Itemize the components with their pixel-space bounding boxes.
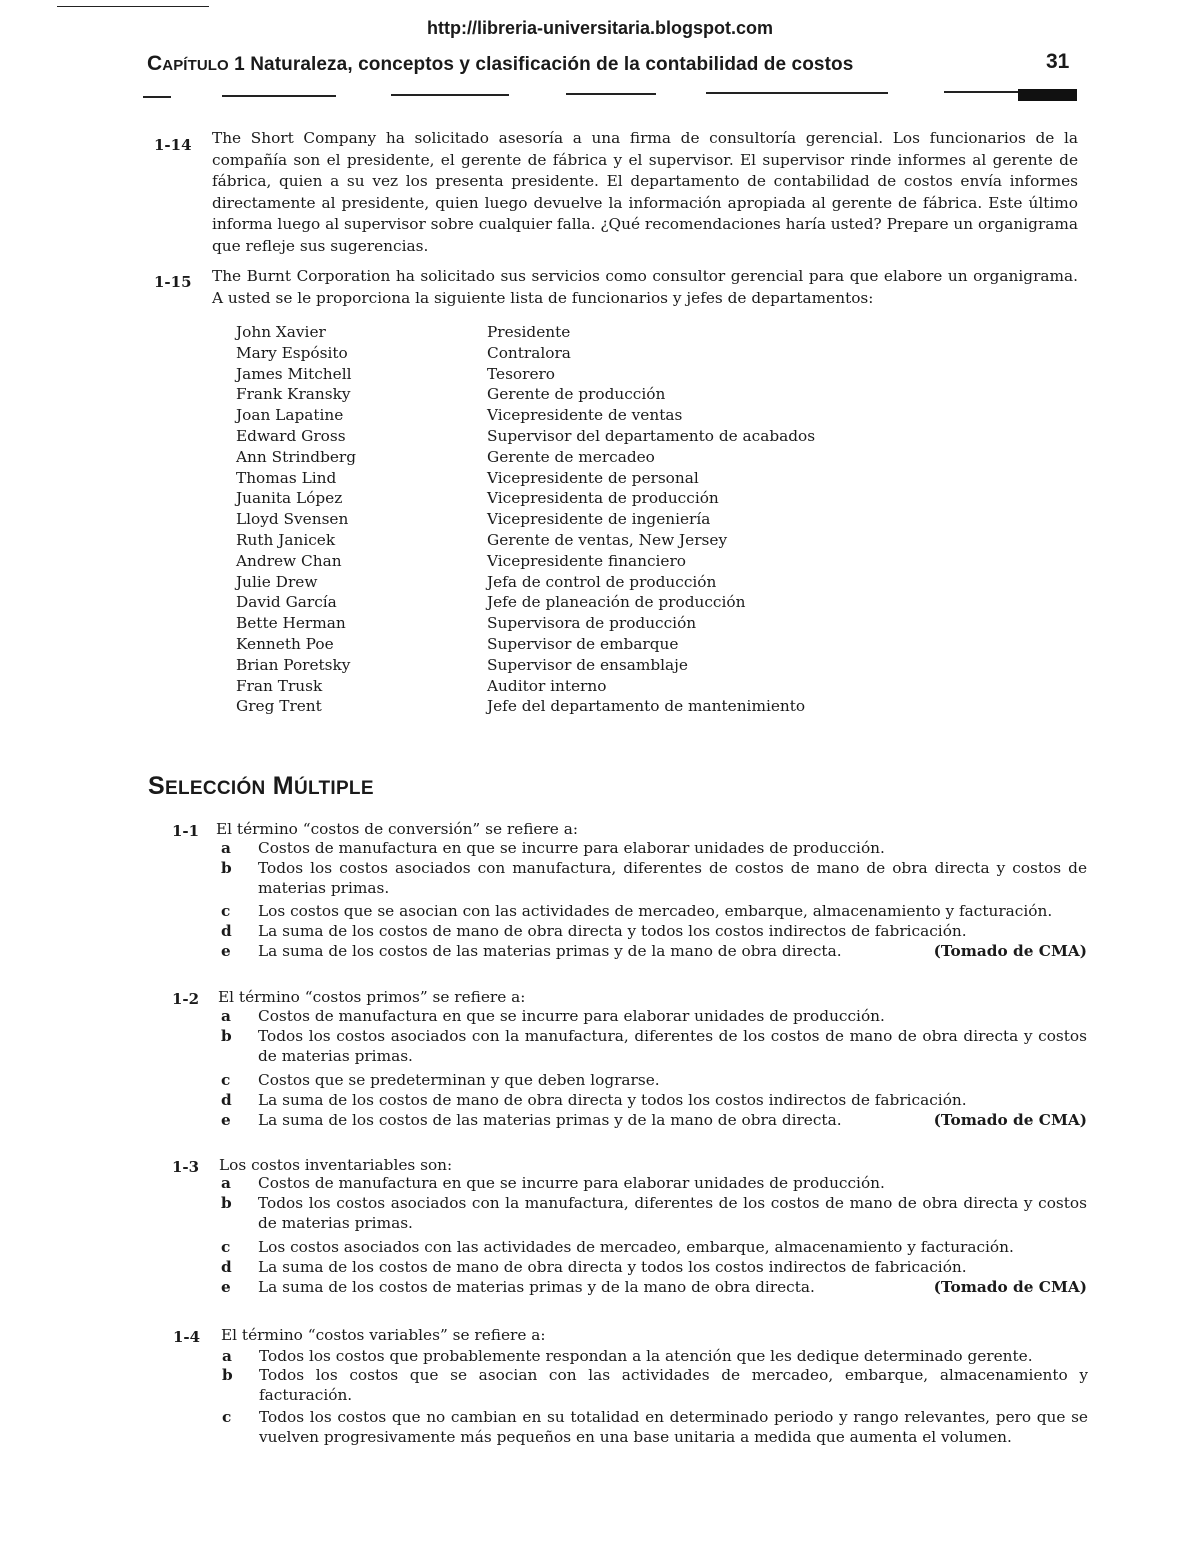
option-row (221, 1027, 1087, 1066)
officer-name: Julie Drew (236, 572, 318, 591)
officer-name: Andrew Chan (236, 551, 342, 570)
option-letter: a (222, 1347, 232, 1365)
officer-name: Bette Herman (236, 614, 346, 633)
officer-name: Brian Poretsky (236, 655, 351, 674)
option-row (222, 1366, 1088, 1405)
option-letter: d (221, 922, 232, 940)
option-letter: c (221, 1238, 231, 1256)
option-text: La suma de los costos de las materias primas y de la mano de obra directa. (Tomado de CMA) (258, 1111, 1087, 1129)
officer-row (236, 488, 815, 509)
option-text: Todos los costos que se asocian con las actividades de mercadeo, embarque, almacenamiento y facturación. (259, 1366, 1088, 1404)
source-note: (Tomado de CMA) (933, 1111, 1087, 1129)
officer-title: Tesorero (487, 364, 556, 383)
option-row (221, 902, 1087, 922)
officer-row (236, 530, 815, 551)
option-row (221, 839, 1087, 859)
officer-title: Vicepresidente financiero (487, 551, 687, 570)
option-row (221, 1007, 1087, 1027)
option-row (222, 1347, 1088, 1367)
question-number: 1-4 (173, 1328, 201, 1346)
officer-title: Jefe del departamento de mantenimiento (487, 697, 806, 716)
option-text: Costos de manufactura en que se incurre para elaborar unidades de producción. (258, 839, 885, 857)
officer-title: Vicepresidente de ingeniería (487, 510, 711, 529)
option-letter: e (221, 1278, 231, 1296)
top-rule (57, 6, 209, 7)
officer-row (236, 676, 815, 697)
officer-title: Vicepresidenta de producción (487, 489, 719, 508)
officer-name: Mary Espósito (236, 343, 348, 362)
officer-row (236, 655, 815, 676)
option-letter: c (221, 1071, 231, 1089)
officer-title: Jefe de planeación de producción (487, 593, 746, 612)
officer-row (236, 364, 815, 385)
officer-title: Vicepresidente de ventas (487, 406, 683, 425)
officer-title: Gerente de producción (487, 385, 666, 404)
officer-row (236, 322, 815, 343)
header-rule (706, 92, 888, 94)
officer-name: Frank Kransky (236, 385, 351, 404)
question-stem: Los costos inventariables son: (219, 1156, 453, 1174)
officer-name: Greg Trent (236, 697, 322, 716)
officer-name: James Mitchell (236, 364, 352, 383)
option-text: Los costos que se asocian con las actividades de mercadeo, embarque, almacenamiento y facturación. (258, 902, 1053, 920)
option-letter: a (221, 839, 231, 857)
option-text: Los costos asociados con las actividades de mercadeo, embarque, almacenamiento y facturación. (258, 1238, 1014, 1256)
source-url: http://libreria-universitaria.blogspot.com (426, 18, 774, 38)
officer-title: Contralora (487, 343, 571, 362)
option-text: Todos los costos asociados con manufactura, diferentes de costos de mano de obra directa y costos de materias primas. (258, 859, 1087, 897)
page-number: 31 (1046, 50, 1070, 73)
option-text: La suma de los costos de materias primas y de la mano de obra directa. (Tomado de CMA) (258, 1278, 1087, 1296)
officer-title: Supervisora de producción (487, 614, 697, 633)
option-row (221, 1194, 1087, 1233)
officer-row (236, 592, 815, 613)
option-letter: b (221, 1194, 232, 1212)
officer-title: Presidente (487, 323, 571, 341)
header-rule (143, 96, 171, 98)
officer-row (236, 572, 815, 593)
officer-name: John Xavier (236, 323, 326, 341)
option-text: Todos los costos que probablemente respondan a la atención que les dedique determinado gerente. (259, 1347, 1033, 1365)
option-letter: e (221, 1111, 231, 1129)
officer-name: Lloyd Svensen (236, 510, 349, 529)
officer-row (236, 447, 815, 468)
option-text: La suma de los costos de mano de obra directa y todos los costos indirectos de fabricación. (258, 922, 967, 940)
option-text: La suma de los costos de mano de obra directa y todos los costos indirectos de fabricación. (258, 1091, 967, 1109)
problem-number: 1-14 (154, 136, 192, 154)
officer-name: Joan Lapatine (236, 406, 344, 425)
officer-row (236, 426, 815, 447)
officer-title: Supervisor del departamento de acabados (487, 426, 816, 445)
problem-number: 1-15 (154, 273, 192, 291)
option-text: Costos de manufactura en que se incurre para elaborar unidades de producción. (258, 1174, 885, 1192)
option-row (221, 859, 1087, 898)
source-note: (Tomado de CMA) (933, 1278, 1087, 1296)
option-row (221, 1111, 1087, 1131)
officer-name: Thomas Lind (236, 468, 337, 487)
problem-text: The Burnt Corporation ha solicitado sus servicios como consultor gerencial para que elabore un organigrama. A usted se le proporciona la siguiente lista de funcionarios y jefes de departamentos: (212, 267, 1078, 307)
header-rule (944, 91, 1018, 93)
option-text: Todos los costos que no cambian en su totalidad en determinado periodo y rango relevantes, pero que se vuelven progresivamente más pequeños en una base unitaria a medida que aumenta el volumen. (259, 1408, 1088, 1446)
option-row (221, 1091, 1087, 1111)
officer-title: Supervisor de embarque (487, 634, 679, 653)
officer-row (236, 405, 815, 426)
option-row (222, 1408, 1088, 1447)
officer-name: Juanita López (236, 489, 343, 508)
option-row (221, 1258, 1087, 1278)
officer-row (236, 696, 815, 717)
option-letter: e (221, 942, 231, 960)
officer-name: Ann Strindberg (236, 447, 357, 466)
header-thick-bar (1018, 89, 1077, 101)
option-row (221, 1071, 1087, 1091)
option-text: Costos de manufactura en que se incurre para elaborar unidades de producción. (258, 1007, 885, 1025)
officer-title: Gerente de ventas, New Jersey (487, 530, 728, 549)
option-letter: c (221, 902, 231, 920)
officer-row (236, 468, 815, 489)
officer-name: David García (236, 593, 337, 612)
officer-title: Jefa de control de producción (487, 572, 717, 591)
question-number: 1-2 (172, 990, 200, 1008)
officer-title: Supervisor de ensamblaje (487, 655, 688, 674)
header-rule (566, 93, 656, 95)
officer-name: Ruth Janicek (236, 530, 336, 549)
option-letter: b (222, 1366, 233, 1384)
question-number: 1-3 (172, 1158, 200, 1176)
option-letter: b (221, 859, 232, 877)
question-stem: El término “costos de conversión” se refiere a: (216, 820, 578, 838)
officer-row (236, 613, 815, 634)
option-letter: c (222, 1408, 232, 1426)
source-note: (Tomado de CMA) (933, 942, 1087, 960)
officer-name: Edward Gross (236, 426, 346, 445)
option-letter: a (221, 1174, 231, 1192)
header-rule (222, 95, 336, 97)
officers-table (236, 322, 815, 717)
officer-name: Fran Trusk (236, 676, 323, 695)
officer-row (236, 384, 815, 405)
chapter-title: CAPÍTULO 1 Naturaleza, conceptos y clasificación de la contabilidad de costos (147, 52, 854, 75)
header-rule (391, 94, 509, 96)
option-text: La suma de los costos de las materias primas y de la mano de obra directa. (Tomado de CMA) (258, 942, 1087, 960)
option-row (221, 1174, 1087, 1194)
option-text: Todos los costos asociados con la manufactura, diferentes de los costos de mano de obra directa y costos de materias primas. (258, 1194, 1087, 1232)
option-letter: d (221, 1258, 232, 1276)
officer-title: Auditor interno (487, 676, 607, 695)
section-heading: SELECCIÓN MÚLTIPLE (148, 772, 374, 800)
option-text: Todos los costos asociados con la manufactura, diferentes de los costos de mano de obra directa y costos de materias primas. (258, 1027, 1087, 1065)
officer-row (236, 509, 815, 530)
option-row (221, 1238, 1087, 1258)
officer-row (236, 634, 815, 655)
question-stem: El término “costos primos” se refiere a: (218, 988, 526, 1006)
question-stem: El término “costos variables” se refiere a: (221, 1326, 546, 1344)
option-text: La suma de los costos de mano de obra directa y todos los costos indirectos de fabricación. (258, 1258, 967, 1276)
officer-title: Vicepresidente de personal (487, 468, 699, 487)
officer-title: Gerente de mercadeo (487, 447, 655, 466)
option-text: Costos que se predeterminan y que deben lograrse. (258, 1071, 660, 1089)
question-number: 1-1 (172, 822, 200, 840)
officer-name: Kenneth Poe (236, 634, 334, 653)
option-row (221, 942, 1087, 962)
officer-row (236, 551, 815, 572)
option-row (221, 922, 1087, 942)
option-letter: b (221, 1027, 232, 1045)
option-letter: d (221, 1091, 232, 1109)
problem-text: The Short Company ha solicitado asesoría a una firma de consultoría gerencial. Los funcionarios de la compañía son el presidente, el gerente de fábrica y el supervisor. El supervisor rinde informes al gerente de fábrica, quien a su vez los presenta presidente. El departamento de contabilidad de costos envía informes directamente al presidente, quien luego devuelve la información apropiada al gerente de fábrica. Este último informa luego al supervisor sobre cualquier falla. ¿Qué recomendaciones haría usted? Prepare un organigrama que refleje sus sugerencias. (212, 129, 1078, 255)
option-row (221, 1278, 1087, 1298)
option-letter: a (221, 1007, 231, 1025)
officer-row (236, 343, 815, 364)
